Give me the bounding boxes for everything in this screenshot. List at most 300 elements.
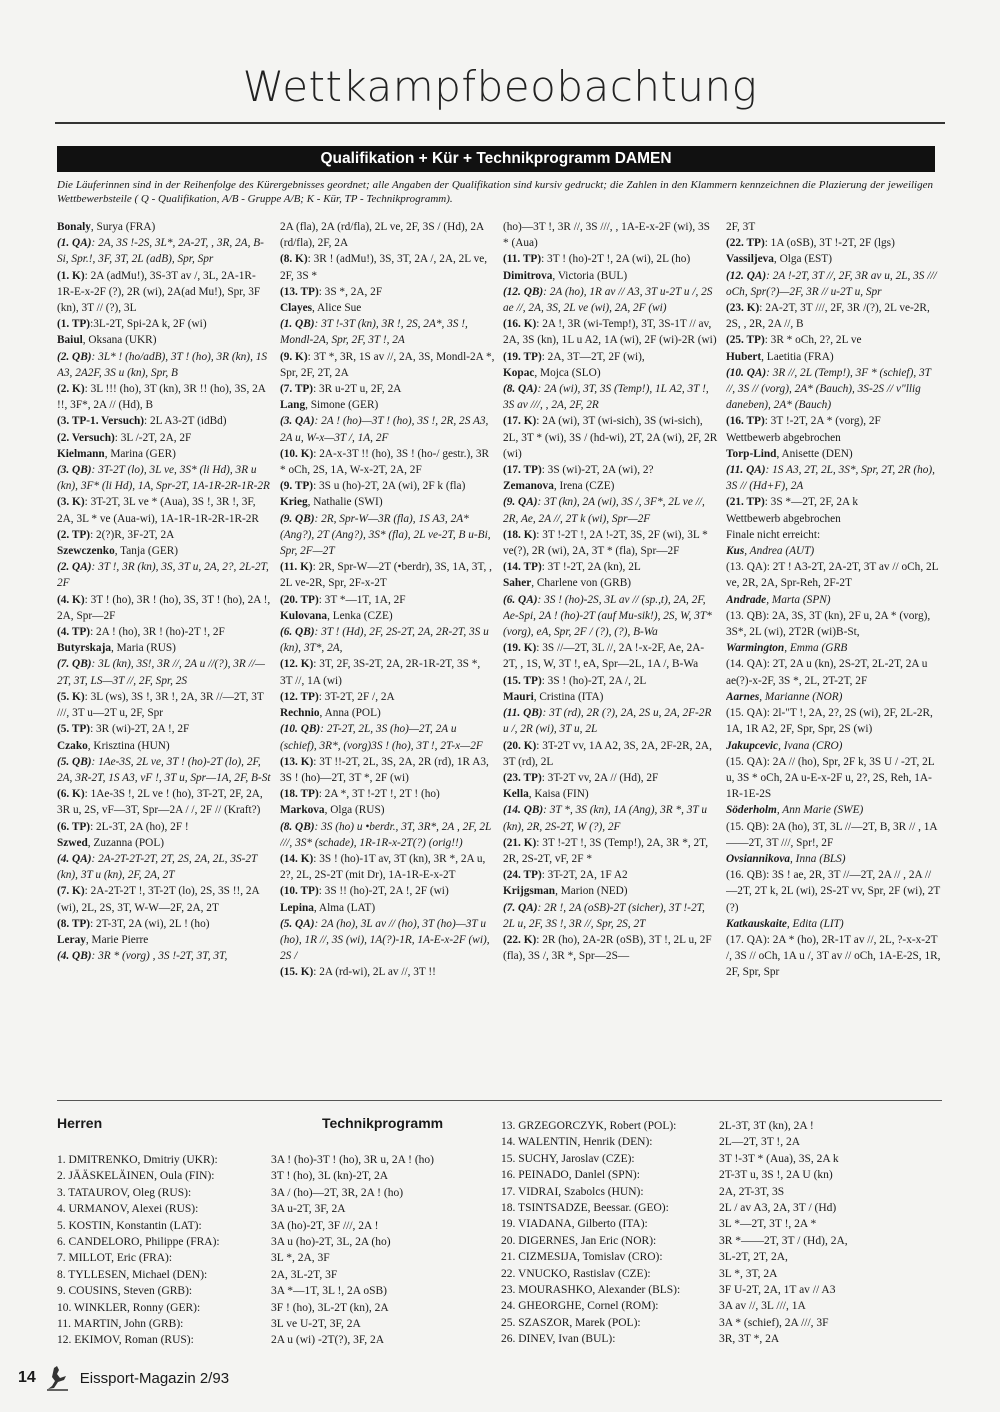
entry-text: , Alma (LAT)	[313, 901, 376, 914]
entry-text: : 3T, 2F, 3S-2T, 2A, 2R-1R-2T, 3S *, 3T //, 1A (wi)	[280, 658, 481, 687]
skater-elements: 3T ! (ho), 3L (kn)-2T, 2A	[271, 1170, 388, 1183]
entry-label: Krijgsman	[503, 885, 556, 898]
page-footer	[18, 1364, 229, 1392]
section-bar: Qualifikation + Kür + Technikprogramm DAMEN	[57, 146, 935, 172]
skater-name: 20. DIGERNES, Jan Eric (NOR):	[501, 1234, 657, 1247]
entry-text: : 1Ae-3S, 2L ve, 3T ! (ho)-2T (lo), 2F, 2A, 3R-2T, 1S A3, vF !, 3T u, Spr—1A, 2F, B-St	[57, 755, 271, 784]
skater-name: 21. CIZMESIJA, Tomislav (CRO):	[501, 1251, 663, 1264]
entry-label: Warmington	[726, 642, 785, 655]
result-entry	[280, 802, 495, 818]
entry-text: : 3L (ws), 3S !, 3R !, 2A, 3R //—2T, 3T ///, 3T u—2T u, 2F, Spr	[57, 690, 264, 720]
skater-elements: 3F ! (ho), 3L-2T (kn), 2A	[271, 1301, 389, 1314]
entry-label: (13. K)	[280, 755, 314, 768]
entry-label: (9. K)	[280, 350, 308, 363]
entry-text: , Krisztina (HUN)	[87, 739, 170, 752]
entry-label: (2. K)	[57, 383, 85, 396]
entry-text: : 2A *, 3T !-2T !, 2T ! (ho)	[318, 788, 440, 801]
result-entry	[280, 397, 495, 413]
entry-text: : 2A (adMu!), 3S-3T av /, 3L, 2A-1R-1R-E-x-2F (?), 2R (wi), 2A(ad Mu!), Spr, 3F (kn), 3T // (?), 3L	[57, 269, 261, 315]
skater-elements: 3A * (schief), 2A ///, 3F	[719, 1316, 829, 1329]
result-entry	[503, 527, 718, 559]
entry-text: : 3R * oCh, 2?, 2L ve	[764, 334, 862, 347]
entry-text: : 3S !! (ho)-2T, 2A !, 2F (wi)	[318, 885, 449, 898]
entry-text: : 3S (wi)-2T, 2A (wi), 2?	[541, 464, 654, 477]
entry-label: (10. QA)	[726, 366, 767, 379]
result-entry	[726, 235, 941, 251]
skater-name: 8. TYLLESEN, Michael (DEN):	[57, 1268, 208, 1281]
skater-elements: 3F U-2T, 2A, 1T av // A3	[719, 1284, 836, 1297]
result-entry	[280, 754, 495, 786]
skater-elements: 3R, 3T *, 2A	[719, 1333, 780, 1346]
result-entry	[57, 316, 272, 332]
result-entry	[503, 349, 718, 365]
entry-label: (9. QB)	[280, 512, 315, 525]
entry-text: : 3T !-2T, 2A (kn), 2L	[541, 561, 641, 574]
skater-elements: 3A / (ho)—2T, 3R, 2A ! (ho)	[271, 1186, 404, 1199]
entry-label: (8. K)	[280, 253, 308, 266]
entry-label: (10. QB)	[280, 723, 321, 736]
result-line: Wettbewerb abgebrochen	[726, 431, 841, 444]
entry-label: Lang	[280, 399, 306, 412]
qualification-result	[280, 316, 495, 348]
entry-text: : 3S (ho) u •berdr., 3T, 3R*, 2A , 2F, 2L ///, 3S* (schade), 1R-1R-x-2T(?) (orig!!)	[280, 820, 492, 849]
result-entry	[57, 721, 272, 737]
entry-text: : 3S ! (ho)-2T, 2A /, 2L	[541, 674, 647, 687]
qualification-result	[280, 916, 495, 965]
result-entry	[57, 883, 272, 915]
skater-elements: 3L *, 2A, 3F	[271, 1252, 330, 1265]
herren-heading: Herren	[57, 1115, 103, 1131]
entry-label: (12. TP)	[280, 690, 319, 703]
entry-text: : 2A (ho), 3L av // (ho), 3T (ho)—3T u (ho), 1R //, 3S (wi), 1A(?)-1R, 1A-E-x-2F (wi), 2S /	[280, 917, 490, 963]
skater-elements: 2A u (wi) -2T(?), 3F, 2A	[271, 1334, 385, 1347]
entry-label: (8. TP)	[57, 917, 91, 930]
result-entry	[57, 640, 272, 656]
entry-label: (9. QA)	[503, 496, 538, 509]
entry-label: Kielmann	[57, 447, 105, 460]
entry-text: : 2A-2T-2T-2T, 2T, 2S, 2A, 2L, 3S-2T (kn), 3T u (kn), 2F, 2A, 2T	[57, 852, 258, 882]
entry-text: : 2A, 3T—2T, 2F (wi),	[541, 350, 645, 363]
entry-label: (12. QA)	[726, 269, 767, 282]
entry-text: , Surya (FRA)	[90, 221, 156, 233]
result-entry	[503, 640, 718, 672]
qualification-result	[503, 381, 718, 413]
results-column-1	[57, 219, 272, 1081]
entry-label: (8. QB)	[280, 820, 315, 833]
skater-name: 6. CANDELORO, Philippe (FRA):	[57, 1236, 220, 1249]
skater-name: 12. EKIMOV, Roman (RUS):	[57, 1334, 194, 1347]
result-entry	[57, 624, 272, 640]
skater-name: 26. DINEV, Ivan (BUL):	[501, 1333, 616, 1346]
herren-names-left	[57, 1152, 272, 1349]
entry-label: (11. QB)	[503, 707, 543, 720]
result-entry	[280, 349, 495, 381]
technik-heading: Technikprogramm	[322, 1115, 444, 1131]
entry-text: : 3L* ! (ho/adB), 3T ! (ho), 3R (kn), 1S A3, 2A2F, 3S u (kn), Spr, B	[57, 350, 268, 379]
entry-text: : 3R //, 2L (Temp!), 3F * (schief), 3T //, 3S // (vorg), 2A* (Bauch), 3S-2S // v"llig daneben), 2A* (Bauch)	[726, 366, 931, 412]
entry-label: Czako	[57, 739, 88, 752]
result-entry	[503, 883, 718, 899]
entry-label: Kulovana	[280, 609, 328, 622]
results-columns	[57, 219, 942, 1081]
skater-name: 24. GHEORGHE, Cornel (ROM):	[501, 1300, 659, 1313]
qualification-result	[280, 819, 495, 851]
entry-label: (10. K)	[280, 447, 314, 460]
result-entry	[57, 916, 272, 932]
entry-text: : 2A-2T, 3T ///, 2F, 3R /(?), 2L ve-2R, 2S, , 2R, 2A //, B	[726, 302, 930, 331]
entry-text: : 3T !-2T !, 2A !-2T, 3S, 2F (wi), 3L * ve(?), 2R (wi), 2A, 3T * (fla), Spr—2F	[503, 528, 708, 558]
entry-label: Kella	[503, 788, 529, 801]
entry-text: , Marta (SPN)	[766, 593, 831, 606]
entry-text: , Maria (RUS)	[110, 642, 176, 655]
result-line: 2F, 3T	[726, 221, 756, 233]
skater-name: 16. PEINADO, Danlel (SPN):	[501, 1169, 640, 1182]
qualification-result	[503, 802, 718, 834]
skater-elements: 3L ve U-2T, 3F, 2A	[271, 1318, 361, 1331]
entry-label: (17. TP)	[503, 464, 542, 477]
entry-text: , Anisette (DEN)	[776, 447, 853, 460]
result-entry	[280, 559, 495, 591]
result-entry	[57, 332, 272, 348]
results-column-2	[280, 219, 495, 1081]
result-line: (13. QA): 2T ! A3-2T, 2A-2T, 3T av // oCh, 2L ve, 2R, 2A, Spr-Reh, 2F-2T	[726, 561, 939, 590]
result-entry	[57, 835, 272, 851]
qualification-result	[280, 413, 495, 445]
section-divider	[57, 1100, 942, 1101]
entry-label: Vassiljeva	[726, 253, 774, 266]
entry-label: Rechnio	[280, 707, 320, 720]
entry-label: Lepina	[280, 901, 314, 914]
entry-text: : 3T !-2T !, 3S (Temp!), 2A, 3R *, 2T, 2R, 2S-2T, vF, 2F *	[503, 836, 709, 865]
result-entry	[503, 365, 718, 381]
skater-name: 25. SZASZOR, Marek (POL):	[501, 1316, 641, 1329]
entry-label: (5. K)	[57, 690, 85, 703]
entry-label: Katkauskaite	[726, 917, 787, 930]
entry-label: (22. TP)	[726, 237, 765, 250]
entry-text: : 3T-2T (lo), 3L ve, 3S* (li Hd), 3R u (kn), 3F* (li Hd), 1A, Spr-2T, 1A-1R-2R-1R-2R	[57, 464, 270, 493]
entry-label: (15. TP)	[503, 674, 542, 687]
entry-label: (9. TP)	[280, 480, 314, 493]
result-entry	[280, 284, 495, 300]
result-entry	[57, 413, 272, 429]
entry-text: : 1A (oSB), 3T !-2T, 2F (lgs)	[764, 237, 895, 250]
result-entry	[57, 219, 272, 235]
entry-text: , Oksana (UKR)	[82, 334, 157, 347]
qualification-result	[503, 592, 718, 641]
entry-label: (15. K)	[280, 966, 314, 979]
result-line: (17. QA): 2A * (ho), 2R-1T av //, 2L, ?-x-x-2T /, 3S // oCh, 1A u /, 3T av // oCh, 1A-E-2S, 1R, 2F, Spr, Spr	[726, 933, 941, 979]
entry-text: : 3S //—2T, 3L //, 2A !-x-2F, Ae, 2A-2T, , 1S, W, 3T !, eA, Spr—2L, 1A /, B-Wa	[503, 642, 705, 671]
result-entry	[280, 251, 495, 283]
entry-text: : 2T-3T, 2A (wi), 2L ! (ho)	[90, 917, 210, 930]
result-entry	[280, 900, 495, 916]
magazine-name: Eissport-Magazin 2/93	[79, 1369, 230, 1387]
entry-text: : 2A (wi), 3T, 3S (Temp!), 1L A2, 3T !, 3S av ///, , 2A, 2F, 2R	[503, 383, 709, 412]
skater-name: 23. MOURASHKO, Alexander (BLS):	[501, 1284, 681, 1297]
entry-text: : 2A !, 3R (wi-Temp!), 3T, 3S-1T // av, 2A, 3S (kn), 1L u A2, 1A (wi), 2F (wi)-2R (wi)	[503, 318, 717, 347]
entry-text: , Mojca (SLO)	[534, 366, 601, 379]
skater-elements: 2L—2T, 3T !, 2A	[719, 1136, 801, 1149]
entry-text: : 3T !-3T (kn), 3R !, 2S, 2A*, 3S !, Mondl-2A, Spr, 2F, 3T !, 2A	[280, 318, 468, 347]
entry-label: (19. K)	[503, 642, 537, 655]
entry-text: : 3S ! (ho)-1T av, 3T (kn), 3R *, 2A u, 2?, 2L, 2S-2T (mit Dr), 1A-1R-E-x-2T	[280, 852, 486, 882]
qualification-result	[280, 721, 495, 753]
entry-text: : 2R !, 2A (oSB)-2T (sicher), 3T !-2T, 2L u, 2F, 3S !, 3R //, Spr, 2S, 2T	[503, 901, 705, 930]
entry-text: : 2T-2T, 2L, 3S (ho)—2T, 2A u (schief), 3R*, (vorg)3S ! (ho), 3T !, 2T-x—2F	[280, 723, 483, 752]
result-entry	[280, 494, 495, 510]
qualification-result	[503, 284, 718, 316]
entry-label: (4. QB)	[57, 950, 92, 963]
qualification-result	[57, 754, 272, 786]
skater-elements: 2L-3T, 3T (kn), 2A !	[719, 1120, 814, 1132]
skater-elements: 3A av //, 3L ///, 1A	[719, 1300, 806, 1313]
result-entry	[503, 413, 718, 462]
entry-label: (3. K)	[57, 496, 85, 509]
entry-text: , Marina (GER)	[104, 447, 176, 460]
entry-text: , Alice Sue	[312, 302, 362, 315]
qualification-result	[57, 948, 272, 964]
result-entry	[503, 462, 718, 478]
result-entry	[57, 738, 272, 754]
result-entry	[726, 916, 941, 932]
result-entry	[280, 786, 495, 802]
entry-label: Zemanova	[503, 480, 554, 493]
entry-label: (7. QA)	[503, 901, 538, 914]
entry-text: : 3R ! (adMu!), 3S, 3T, 2A /, 2A, 2L ve, 2F, 3S *	[280, 253, 488, 282]
entry-text: , Irena (CZE)	[553, 480, 615, 493]
result-entry	[280, 964, 495, 980]
entry-label: Krieg	[280, 496, 308, 509]
entry-text: , Victoria (BUL)	[552, 269, 628, 282]
entry-text: : 3T-2T, 2F /, 2A	[318, 690, 395, 703]
result-entry	[726, 494, 941, 510]
entry-label: (22. K)	[503, 933, 537, 946]
result-entry	[280, 381, 495, 397]
entry-text: : 2A (wi), 3T (wi-sich), 3S (wi-sich), 2L, 3T * (wi), 3S / (hd-wi), 2T, 2A (wi), 2F, 2R (wi)	[503, 415, 718, 460]
skater-name: 22. VNUCKO, Rastislav (CZE):	[501, 1267, 651, 1280]
entry-label: (1. QB)	[280, 318, 315, 331]
entry-text: , Simone (GER)	[305, 399, 379, 412]
entry-text: : 2R, Spr-W—2T (•berdr), 3S, 1A, 3T, , 2L ve-2R, Spr, 2F-x-2T	[280, 561, 492, 590]
entry-text: : 1S A3, 2T, 2L, 3S*, Spr, 2T, 2R (ho), 3S // (Hd+F), 2A	[726, 464, 936, 493]
result-line: (15. QA): 2l-"T !, 2A, 2?, 2S (wi), 2F, 2L-2R, 1A, 1R A2, 2F, Spr, Spr, 2S (wi)	[726, 707, 933, 736]
skater-name: 1. DMITRENKO, Dmitriy (UKR):	[57, 1154, 218, 1166]
entry-label: Baiul	[57, 334, 83, 347]
result-entry	[57, 494, 272, 526]
entry-label: (3. QB)	[57, 464, 92, 477]
entry-label: (19. TP)	[503, 350, 542, 363]
entry-label: (4. K)	[57, 593, 85, 606]
entry-text: : 2L-3T, 2A (ho), 2F !	[90, 820, 189, 833]
entry-label: (6. QA)	[503, 593, 538, 606]
entry-label: (16. K)	[503, 318, 537, 331]
result-entry	[726, 640, 941, 656]
result-line: (16. QB): 3S ! ae, 2R, 3T //—2T, 2A // , 2A //—2T, 2T k, 2L (wi), 2S-2T vv, Spr, 2F (wi), 2T (?)	[726, 869, 941, 914]
entry-label: (14. K)	[280, 852, 314, 865]
entry-label: Söderholm	[726, 804, 777, 817]
qualification-result	[503, 705, 718, 737]
entry-label: Dimitrova	[503, 269, 553, 282]
result-entry	[503, 559, 718, 575]
entry-label: Bonaly	[57, 221, 91, 233]
entry-text: : 2A ! (ho), 3R ! (ho)-2T !, 2F	[90, 626, 225, 639]
entry-label: (23. K)	[726, 302, 760, 315]
qualification-result	[57, 349, 272, 381]
entry-label: Kus	[726, 545, 745, 558]
result-entry	[57, 543, 272, 559]
entry-label: (23. TP)	[503, 771, 542, 784]
entry-text: : 2A-x-3T !! (ho), 3S ! (ho-/ gestr.), 3R * oCh, 2S, 1A, W-x-2T, 2A, 2F	[280, 447, 490, 477]
result-entry	[503, 689, 718, 705]
entry-text: : 1Ae-3S !, 2L ve ! (ho), 3T-2T, 2F, 2A, 3R u, 2S, vF—3T, Spr—2A / /, 2F // (Kraft?)	[57, 788, 263, 817]
result-line: 2A (fla), 2A (rd/fla), 2L ve, 2F, 3S / (Hd), 2A (rd/fla), 2F, 2A	[280, 221, 484, 250]
skater-name: 11. MARTIN, John (GRB):	[57, 1318, 184, 1331]
result-entry	[57, 527, 272, 543]
entry-label: (11. TP)	[503, 253, 542, 266]
skater-name: 7. MILLOT, Eric (FRA):	[57, 1252, 173, 1265]
entry-text: : 3L (kn), 3S!, 3R //, 2A u //(?), 3R //—2T, 3T, LS—3T //, 2F, Spr, 2S	[57, 658, 265, 687]
result-entry	[726, 446, 941, 462]
entry-text: : 2R (ho), 2A-2R (oSB), 3T !, 2L u, 2F (fla), 3S /, 3R *, Spr—2S—	[503, 933, 712, 963]
result-entry	[57, 932, 272, 948]
result-entry	[503, 738, 718, 770]
entry-label: Hubert	[726, 350, 762, 363]
title-rule	[55, 122, 945, 124]
result-entry	[280, 705, 495, 721]
result-entry	[57, 381, 272, 413]
result-entry	[280, 851, 495, 883]
result-line: Finale nicht erreicht:	[726, 528, 821, 541]
entry-label: (6. QB)	[280, 626, 315, 639]
entry-text: : 2A ! (ho)—3T ! (ho), 3S !, 2R, 2S A3, 2A u, W-x—3T /, 1A, 2F	[280, 415, 489, 444]
entry-label: (7. QB)	[57, 658, 92, 671]
result-entry	[280, 446, 495, 478]
result-entry	[726, 738, 941, 754]
skater-elements: 3L *—2T, 3T !, 2A *	[719, 1218, 817, 1231]
entry-label: Szwed	[57, 836, 88, 849]
entry-label: (21. TP)	[726, 496, 765, 509]
skater-elements: 3R *——2T, 3T / (Hd), 2A,	[719, 1234, 848, 1247]
result-entry	[280, 608, 495, 624]
entry-text: : 3T (rd), 2R (?), 2A, 2S u, 2A, 2F-2R u /, 2R (wi), 3T u, 2L	[503, 707, 712, 736]
result-line: (ho)—3T !, 3R //, 3S ///, , 1A-E-x-2F (wi), 3S * (Aua)	[503, 221, 710, 250]
skater-name: 10. WINKLER, Ronny (GER):	[57, 1301, 201, 1314]
entry-text: : 3S *, 2A, 2F	[318, 285, 383, 298]
result-line: (15. QA): 2A // (ho), Spr, 2F k, 3S U / -2T, 2L u, 3S * oCh, 2A u-E-x-2F u, 2?, 2S, Reh, 1A-1R-1E-2S	[726, 755, 935, 801]
qualification-result	[726, 462, 941, 494]
entry-text: , Ivana (CRO)	[778, 739, 843, 752]
result-entry	[726, 251, 941, 267]
result-entry	[726, 332, 941, 348]
result-entry	[280, 883, 495, 899]
entry-label: (11. QA)	[726, 464, 766, 477]
result-entry	[726, 592, 941, 608]
entry-label: Andrade	[726, 593, 767, 606]
entry-text: , Tanja (GER)	[114, 545, 179, 558]
skater-elements: 3L-2T, 2T, 2A,	[719, 1251, 788, 1264]
entry-text: : 3T ! (Hd), 2F, 2S-2T, 2A, 2R-2T, 3S u (kn), 3T*, 2A,	[280, 626, 489, 655]
results-column-4	[726, 219, 941, 1081]
result-entry	[280, 300, 495, 316]
entry-text: , Emma (GRB	[784, 642, 848, 655]
entry-label: (17. K)	[503, 415, 537, 428]
entry-label: Torp-Lind	[726, 447, 777, 460]
result-entry	[726, 413, 941, 429]
result-line: (14. QA): 2T, 2A u (kn), 2S-2T, 2L-2T, 2A u ae(?)-x-2F, 3S *, 2L, 2T-2T, 2F	[726, 658, 928, 687]
entry-text: : 3T *, 3S (kn), 1A (Ang), 3R *, 3T u (kn), 2R, 2S-2T, W (?), 2F	[503, 804, 707, 833]
qualification-result	[57, 559, 272, 591]
entry-text: , Olga (EST)	[773, 253, 832, 266]
result-entry	[726, 300, 941, 332]
entry-text: : 3T *—1T, 1A, 2F	[318, 593, 406, 606]
entry-label: Jakupcevic	[726, 739, 779, 752]
entry-text: : 3L !!! (ho), 3T (kn), 3R !! (ho), 3S, 2A !!, 3F*, 2A // (Hd), B	[57, 383, 266, 412]
entry-label: Aarnes	[726, 690, 760, 703]
entry-label: (16. TP)	[726, 415, 765, 428]
entry-label: (1. TP)	[57, 318, 91, 331]
entry-text: : 3T-2T vv, 1A A2, 3S, 2A, 2F-2R, 2A, 3T (rd), 2L	[503, 739, 712, 768]
entry-text: : 2A-2T-2T !, 3T-2T (lo), 2S, 3S !!, 2A (wi), 2L, 2S, 3T, W-W—2F, 2A, 2T	[57, 885, 260, 914]
entry-label: Szewczenko	[57, 545, 115, 558]
entry-text: : 3T-2T vv, 2A // (Hd), 2F	[541, 771, 659, 784]
skater-name: 3. TATAUROV, Oleg (RUS):	[57, 1186, 192, 1199]
entry-text: : 3R * (vorg) , 3S !-2T, 3T, 3T,	[91, 950, 228, 963]
entry-text: : 3L /-2T, 2A, 2F	[114, 431, 192, 444]
entry-text: : 2A, 3S !-2S, 3L*, 2A-2T, , 3R, 2A, B-Si, Spr.!, 3F, 3T, 2L (adB), Spr, Spr	[57, 237, 264, 266]
result-entry	[280, 592, 495, 608]
entry-text: , Ann Marie (SWE)	[776, 804, 864, 817]
entry-label: Leray	[57, 933, 86, 946]
entry-label: Butyrskaja	[57, 642, 111, 655]
result-entry	[503, 932, 718, 964]
intro-text: Die Läuferinnen sind in der Reihenfolge des Kürergebnisses geordnet; alle Angaben der Qualifikation sind kursiv gedruckt; die Zahlen in den Klammern kennzeichnen die Plazierung der jeweiligen Wettbewerbsteile ( Q - Qualifikation, A/B - Gruppe A/B; K - Kür, TP - Technikprogramm).	[57, 179, 933, 205]
skater-name: 13. GRZEGORCZYK, Robert (POL):	[501, 1120, 677, 1132]
entry-text: , Olga (RUS)	[324, 804, 385, 817]
entry-label: (5. QB)	[57, 755, 92, 768]
entry-label: (5. TP)	[57, 723, 91, 736]
result-entry	[503, 867, 718, 883]
entry-text: , Marianne (NOR)	[759, 690, 843, 703]
entry-label: (6. TP)	[57, 820, 91, 833]
entry-label: Markova	[280, 804, 325, 817]
entry-text: : 3T (kn), 2A (wi), 3S /, 3F*, 2L ve //, 2R, Ae, 2A //, 2T k (wi), Spr—2F	[503, 496, 705, 525]
entry-text: : 2A !-2T, 3T //, 2F, 3R av u, 2L, 3S /// oCh, Spr(?)—2F, 3R // u-2T u, Spr	[726, 269, 937, 298]
entry-text: : 3R u-2T u, 2F, 2A	[313, 383, 402, 396]
skater-elements: 3A *—1T, 3L !, 2A oSB)	[271, 1285, 387, 1298]
result-entry	[503, 575, 718, 591]
skater-logo-icon	[44, 1364, 72, 1392]
result-entry	[726, 802, 941, 818]
entry-text: , Edita (LIT)	[786, 917, 844, 930]
entry-text: , Andrea (AUT)	[744, 545, 815, 558]
entry-text: : 3S u (ho)-2T, 2A (wi), 2F k (fla)	[313, 480, 466, 493]
result-entry	[57, 786, 272, 818]
skater-name: 2. JÄÄSKELÄINEN, Oula (FIN):	[57, 1170, 215, 1183]
result-entry	[503, 835, 718, 867]
entry-text: : 3T !, 3R (kn), 3S, 3T u, 2A, 2?, 2L-2T, 2F	[57, 561, 269, 590]
entry-label: (11. K)	[280, 561, 313, 574]
result-entry	[57, 819, 272, 835]
entry-text: , Inna (BLS)	[790, 852, 846, 865]
entry-label: (7. K)	[57, 885, 85, 898]
result-line: (13. QB): 2A, 3S, 3T (kn), 2F u, 2A * (vorg), 3S*, 2L (wi), 2T2R (wi)B-St,	[726, 609, 931, 639]
skater-name: 14. WALENTIN, Henrik (DEN):	[501, 1136, 653, 1149]
result-entry	[726, 543, 941, 559]
entry-label: (18. K)	[503, 528, 537, 541]
entry-label: (2. TP)	[57, 528, 91, 541]
skater-name: 17. VIDRAI, Szabolcs (HUN):	[501, 1185, 644, 1198]
entry-label: (24. TP)	[503, 869, 542, 882]
